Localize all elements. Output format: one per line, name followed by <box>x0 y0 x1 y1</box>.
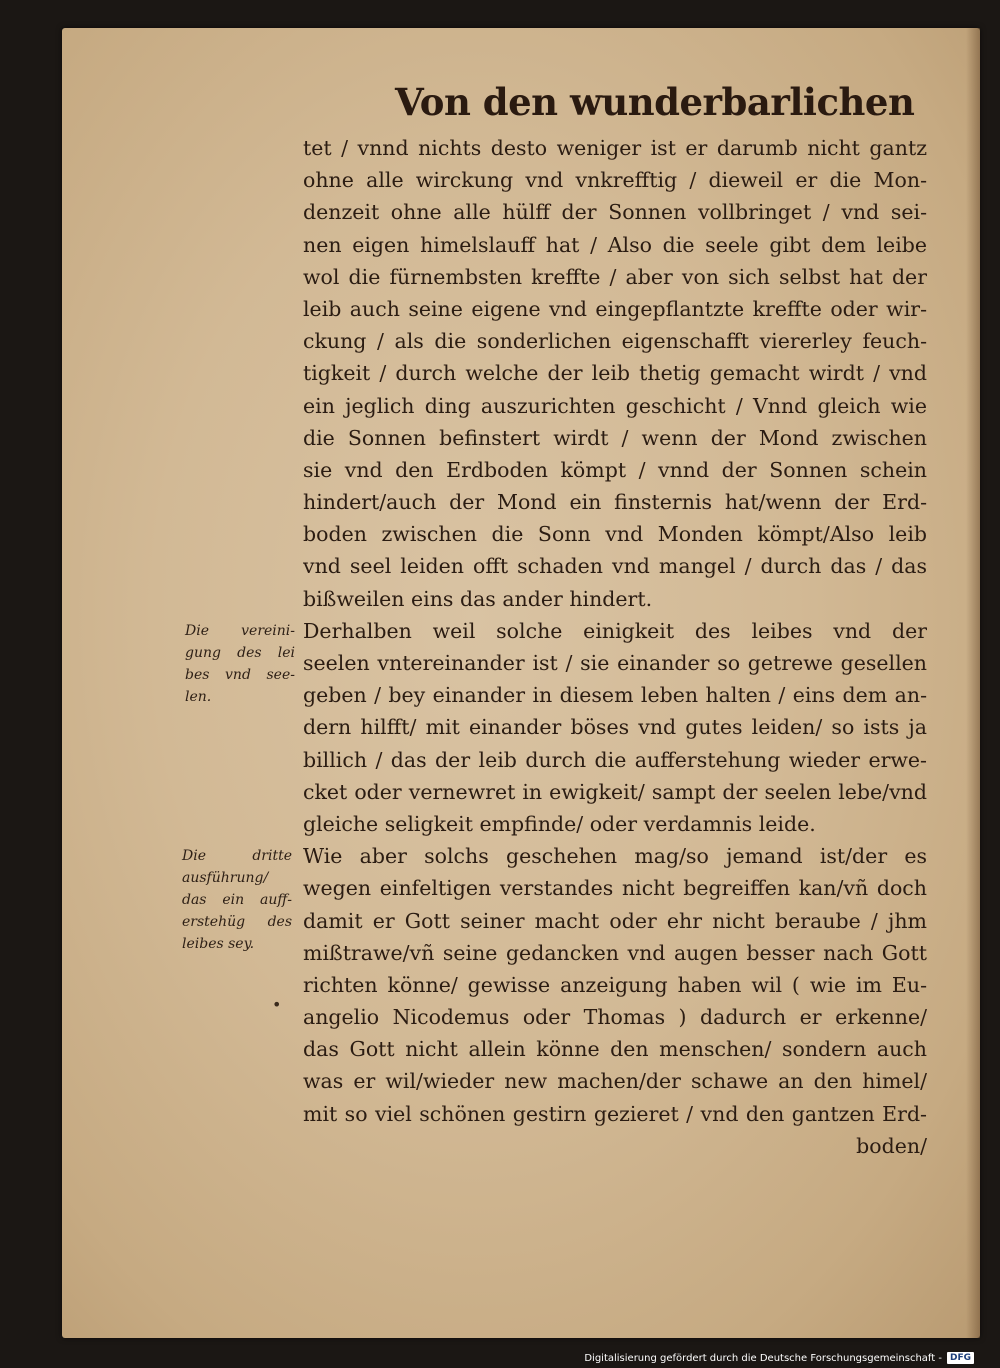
margin-note-resurrection <box>182 845 292 955</box>
text-line: cket oder vernewret in ewigkeit/ sampt der seelen lebe/vnd <box>303 779 927 804</box>
text-line: tet / vnnd nichts desto weniger ist er darumb nicht gantz <box>303 136 927 160</box>
text-line: hindert/auch der Mond ein finsternis hat/wenn der Erd- <box>303 490 927 515</box>
text-line: angelio Nicodemus oder Thomas ) dadurch er erkenne/ <box>303 1005 927 1030</box>
text-line: geben / bey einander in diesem leben halten / eins dem an- <box>303 683 927 708</box>
dfg-logo-icon: DFG <box>947 1352 974 1364</box>
text-line: bißweilen eins das ander hindert. <box>303 586 653 611</box>
running-head: Von den wunderbarlichen <box>395 80 915 124</box>
text-line: wol die fürnembsten kreffte / aber von sich selbst hat der <box>303 264 927 289</box>
margin-note-line: gung des lei <box>185 645 295 661</box>
margin-note-line: Die vereini- <box>185 623 295 639</box>
text-line: denzeit ohne alle hülff der Sonnen vollbringet / vnd sei- <box>303 200 927 225</box>
text-line: richten könne/ gewisse anzeigung haben wil ( wie im Eu- <box>303 972 927 997</box>
margin-note-line: erstehüg des <box>182 914 292 930</box>
text-line: wegen einfeltigen verstandes nicht begreiffen kan/vñ doch <box>303 876 927 901</box>
text-line: ein jeglich ding auszurichten geschicht / Vnnd gleich wie <box>303 393 927 418</box>
main-text-block <box>303 132 927 1162</box>
text-line: gleiche seligkeit empfinde/ oder verdamnis leide. <box>303 811 816 836</box>
margin-note-line: ausführung/ <box>182 870 269 886</box>
text-line: tigkeit / durch welche der leib thetig gemacht wirdt / vnd <box>303 361 927 386</box>
text-line: seelen vntereinander ist / sie einander so getrewe gesellen <box>303 651 927 675</box>
text-line: ohne alle wirckung vnd vnkrefftig / dieweil er die Mon- <box>303 168 927 193</box>
text-line: die Sonnen befinstert wirdt / wenn der Mond zwischen <box>303 425 927 450</box>
text-line: Wie aber solchs geschehen mag/so jemand ist/der es <box>303 844 927 869</box>
text-line: vnd seel leiden offt schaden vnd mangel / durch das / das <box>303 554 927 579</box>
text-line: boden zwischen die Sonn vnd Monden kömpt/Also leib <box>303 522 927 547</box>
footer-credit <box>584 1352 974 1364</box>
text-line: ckung / als die sonderlichen eigenschafft viererley feuch- <box>303 329 927 354</box>
text-line: billich / das der leib durch die aufferstehung wieder erwe- <box>303 747 927 772</box>
margin-note-line: Die dritte <box>182 848 292 864</box>
margin-note-line: das ein auff- <box>182 892 292 908</box>
margin-note-union-body-soul <box>185 620 295 708</box>
text-line: Derhalben weil solche einigkeit des leibes vnd der <box>303 618 927 643</box>
text-line: mißtrawe/vñ seine gedancken vnd augen besser nach Gott <box>303 940 927 965</box>
text-line: boden/ <box>856 1133 927 1158</box>
text-line: mit so viel schönen gestirn gezieret / vnd den gantzen Erd- <box>303 1101 927 1126</box>
text-line: nen eigen himelslauff hat / Also die seele gibt dem leibe <box>303 232 927 257</box>
text-line: sie vnd den Erdboden kömpt / vnnd der Sonnen schein <box>303 457 927 482</box>
margin-note-line: bes vnd see- <box>185 667 295 683</box>
text-line: damit er Gott seiner macht oder ehr nicht beraube / jhm <box>303 908 927 933</box>
margin-note-line: leibes sey. <box>182 936 255 952</box>
text-line: leib auch seine eigene vnd eingepflantzte kreffte oder wir- <box>303 296 927 321</box>
text-line: was er wil/wieder new machen/der schawe an den himel/ <box>303 1069 927 1094</box>
margin-note-line: len. <box>185 689 212 705</box>
footer-text: Digitalisierung gefördert durch die Deutsche Forschungsgemeinschaft - <box>584 1352 942 1364</box>
page-edge-shadow <box>966 28 980 1338</box>
text-line: dern hilfft/ mit einander böses vnd gutes leiden/ so ists ja <box>303 715 927 740</box>
margin-mark: • <box>272 995 282 1014</box>
text-line: das Gott nicht allein könne den menschen/ sondern auch <box>303 1037 927 1062</box>
